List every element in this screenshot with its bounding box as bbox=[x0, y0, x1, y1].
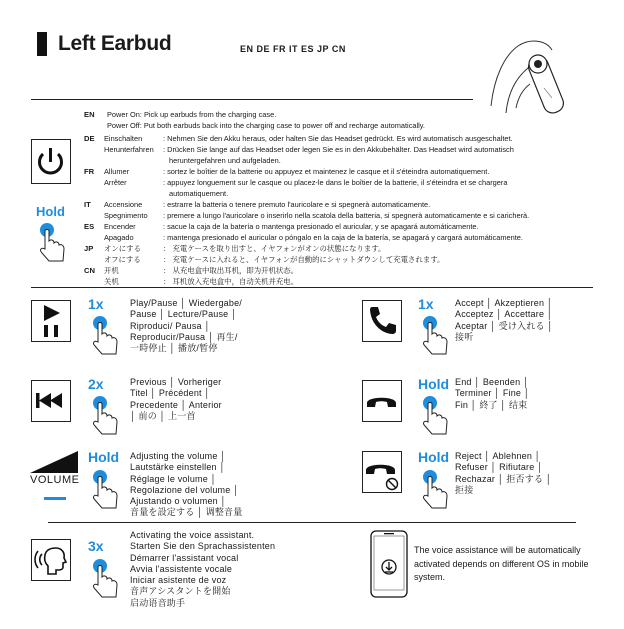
power-jp-line: ： 充電ケースに入れると、イヤフォンが自動的にシャットダウンして充電されます。 bbox=[163, 255, 445, 264]
power-cn-term: 开机 bbox=[104, 266, 119, 275]
header-divider bbox=[31, 99, 473, 100]
previous-tap-count: 2x bbox=[88, 376, 104, 392]
play-pause-tap-count: 1x bbox=[88, 296, 104, 312]
phone-reject-icon bbox=[363, 452, 400, 491]
end-hold-label: Hold bbox=[418, 376, 450, 392]
power-icon-box bbox=[31, 139, 71, 184]
power-es-term: Encender bbox=[104, 222, 136, 231]
lang-code-es: ES bbox=[84, 222, 95, 231]
previous-description: Previous │ Vorheriger Titel │ Précédent │ Precedente │ Anterior │ 前の │ 上一首 bbox=[130, 377, 222, 421]
play-pause-icon-box bbox=[31, 300, 71, 342]
lang-code-cn: CN bbox=[84, 266, 95, 275]
previous-track-icon bbox=[32, 381, 69, 420]
volume-description: Adjusting the volume │ Lautstärke einstellen │ Réglage le volume │ Regolazione del volume │ Ajustando o volumen │ 音量を設定する │ 调整音量 bbox=[130, 451, 243, 518]
volume-hold-label: Hold bbox=[88, 449, 120, 465]
power-divider bbox=[31, 287, 593, 288]
volume-ramp-icon bbox=[30, 451, 78, 473]
play-pause-description: Play/Pause │ Wiedergabe/ Pause │ Lecture/Pause │ Riproduci/ Pausa │ Reproducir/Pausa │ 再生/ 一時停止 │ 播放/暂停 bbox=[130, 298, 242, 354]
power-fr-line: : appuyez longuement sur le casque ou placez-le dans le boîtier de la batterie, il s'éteindra et se chargera bbox=[163, 178, 508, 187]
power-it-line: : estrarre la batteria o tenere premuto l'auricolare e si spegnerà automaticamente. bbox=[163, 200, 431, 209]
accept-tap-count: 1x bbox=[418, 296, 434, 312]
power-it-line: : premere a lungo l'auricolare o inserirlo nella scatola della batteria, si spegnerà automaticamente e si caricherà. bbox=[163, 211, 530, 220]
hand-tap-icon bbox=[37, 219, 67, 263]
power-icon bbox=[32, 140, 69, 182]
hand-tap-icon bbox=[90, 392, 120, 436]
language-codes: EN DE FR IT ES JP CN bbox=[240, 44, 346, 54]
phone-accept-icon bbox=[363, 301, 400, 340]
power-it-term: Spegnimento bbox=[104, 211, 148, 220]
hand-tap-icon bbox=[90, 555, 120, 599]
title-marker bbox=[37, 32, 47, 56]
smartphone-download-icon bbox=[370, 530, 408, 598]
power-it-term: Accensione bbox=[104, 200, 143, 209]
reject-description: Reject │ Ablehnen │ Refuser │ Rifiutare │ Rechazar │ 拒否する │ 拒接 bbox=[455, 451, 552, 495]
previous-track-icon-box bbox=[31, 380, 71, 422]
power-de-line: heruntergefahren und aufgeladen. bbox=[169, 156, 281, 165]
lang-code-jp: JP bbox=[84, 244, 94, 253]
lang-code-fr: FR bbox=[84, 167, 95, 176]
voice-assistant-icon bbox=[32, 540, 69, 579]
lang-code-it: IT bbox=[84, 200, 91, 209]
earbud-in-ear-illustration bbox=[486, 38, 586, 120]
lang-code-de: DE bbox=[84, 134, 95, 143]
power-jp-term: オフにする bbox=[104, 255, 141, 264]
hand-tap-icon bbox=[420, 392, 450, 436]
power-de-line: : Nehmen Sie den Akku heraus, oder halten Sie das Headset gedrückt. Es wird automatisch ausgeschaltet. bbox=[163, 134, 513, 143]
voice-tap-count: 3x bbox=[88, 538, 104, 554]
hand-tap-icon bbox=[90, 312, 120, 356]
power-fr-term: Arrêter bbox=[104, 178, 127, 187]
power-cn-line: ： 耳机放入充电盒中，自动关机并充电。 bbox=[163, 277, 299, 286]
voice-assistant-note: The voice assistance will be automatically activated depends on different OS in mobile system. bbox=[414, 545, 589, 582]
hand-tap-icon bbox=[90, 466, 120, 510]
accept-call-icon-box bbox=[362, 300, 402, 342]
hand-tap-icon bbox=[420, 466, 450, 510]
hand-tap-icon bbox=[420, 312, 450, 356]
power-hold-label: Hold bbox=[36, 204, 65, 219]
end-call-icon-box bbox=[362, 380, 402, 422]
play-pause-icon bbox=[32, 301, 69, 340]
end-description: End │ Beenden │ Terminer │ Fine │ Fin │ 終了 │ 结束 bbox=[455, 377, 530, 410]
voice-divider bbox=[48, 522, 576, 523]
phone-hangup-icon bbox=[363, 381, 400, 420]
accept-description: Accept │ Akzeptieren │ Acceptez │ Accettare │ Aceptar │ 受け入れる │ 接听 bbox=[455, 298, 554, 342]
power-fr-term: Allumer bbox=[104, 167, 130, 176]
power-de-term: Herunterfahren bbox=[104, 145, 154, 154]
power-de-line: : Drücken Sie lange auf das Headset oder legen Sie es in den Akkubehälter. Das Headset wird automatisch bbox=[163, 145, 514, 154]
power-fr-line: : sortez le boîtier de la batterie ou appuyez et maintenez le casque et il s'éteindra automatiquement. bbox=[163, 167, 490, 176]
voice-assistant-icon-box bbox=[31, 539, 71, 581]
reject-call-icon-box bbox=[362, 451, 402, 493]
volume-minus-icon bbox=[44, 497, 66, 500]
power-en-line: Power On: Pick up earbuds from the charging case. bbox=[107, 110, 277, 119]
power-cn-line: ： 从充电盒中取出耳机，即为开机状态。 bbox=[163, 266, 299, 275]
volume-icon-label: VOLUME bbox=[30, 474, 80, 486]
power-fr-line: automatiquement. bbox=[169, 189, 229, 198]
power-es-term: Apagado bbox=[104, 233, 134, 242]
voice-description: Activating the voice assistant. Starten Sie den Sprachassistenten Démarrer l'assistant vocal Avvia l'assistente vocale Iniciar asistente de voz 音声アシスタントを開始 启动语音助手 bbox=[130, 530, 276, 608]
power-en-line: Power Off: Put both earbuds back into the charging case to power off and recharge automatically. bbox=[107, 121, 425, 130]
reject-hold-label: Hold bbox=[418, 449, 450, 465]
page-title: Left Earbud bbox=[58, 32, 172, 55]
power-jp-term: オンにする bbox=[104, 244, 141, 253]
power-de-term: Einschalten bbox=[104, 134, 143, 143]
power-es-line: : mantenga presionado el auricular o póngalo en la caja de la batería, se apagará y cargará automáticamente. bbox=[163, 233, 523, 242]
power-jp-line: ： 充電ケースを取り出すと、イヤフォンがオンの状態になります。 bbox=[163, 244, 386, 253]
power-es-line: : sacue la caja de la batería o mantenga presionado el auricular, y se apagará automáticamente. bbox=[163, 222, 479, 231]
lang-code-en: EN bbox=[84, 110, 95, 119]
power-cn-term: 关机 bbox=[104, 277, 119, 286]
